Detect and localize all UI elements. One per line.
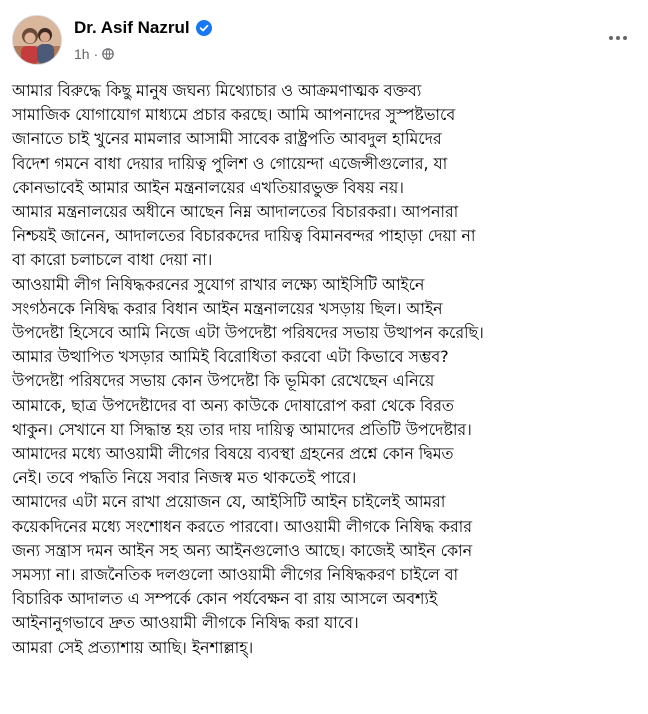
more-options-icon[interactable] (604, 28, 632, 48)
post-text-line: কোনভাবেই আমার আইন মন্ত্রনালয়ের এখতিয়ারভুক্ত বিষয় নয়। (12, 177, 404, 197)
post-text-line: উপদেষ্টা হিসেবে আমি নিজে এটা উপদেষ্টা পরিষদের সভায় উত্থাপন করেছি। (12, 323, 484, 343)
post-header (0, 0, 648, 72)
more-dot (609, 36, 613, 40)
post-text-line: আমাকে, ছাত্র উপদেষ্টাদের বা অন্য কাউকে দোষারোপ করা থেকে বিরত (12, 395, 454, 415)
avatar[interactable] (12, 15, 62, 65)
post-text-line: কয়েকদিনের মধ্যে সংশোধন করতে পারবো। আওয়ামী লীগকে নিষিদ্ধ করার (12, 516, 472, 536)
post-text-line: জানাতে চাই খুনের মামলার আসামী সাবেক রাষ্ট্রপতি আবদুল হামিদের (12, 129, 442, 149)
post-text-line: আইনানুগভাবে দ্রুত আওয়ামী লীগকে নিষিদ্ধ করা যাবে। (12, 613, 359, 633)
post-text-line: নিশ্চয়ই জানেন, আদালতের বিচারকদের দায়িত্ব বিমানবন্দর পাহাড়া দেয়া না (12, 226, 476, 246)
post-text-line: আমার মন্ত্রনালয়ের অধীনে আছেন নিম্ন আদালতের বিচারকরা। আপনারা (12, 202, 459, 222)
more-dot (623, 36, 627, 40)
post-text-line: আমরা সেই প্রত্যাশায় আছি। ইনশাল্লাহ্‌। (12, 637, 254, 657)
post-text-line: নেই। তবে পদ্ধতি নিয়ে সবার নিজস্ব মত থাকতেই পারে। (12, 468, 357, 488)
post-text-line: আওয়ামী লীগ নিষিদ্ধকরনের সুযোগ রাখার লক্ষ্যে আইসিটি আইনে (12, 274, 425, 294)
post-text-line: সংগঠনকে নিষিদ্ধ করার বিধান আইন মন্ত্রনালয়ের খসড়ায় ছিল। আইন (12, 298, 443, 318)
post-text (12, 79, 642, 660)
post-text-line: বিচারিক আদালত এ সম্পর্কে কোন পর্যবেক্ষন বা রায় আসলে অবশ্যই (12, 589, 438, 609)
post-text-line: জন্য সন্ত্রাস দমন আইন সহ অন্য আইনগুলোও আছে। কাজেই আইন কোন (12, 540, 473, 560)
separator-dot: · (93, 46, 99, 62)
author-row (74, 18, 212, 38)
verified-badge-icon (196, 20, 212, 36)
post-text-line: থাকুন। সেখানে যা সিদ্ধান্ত হয় তার দায় দায়িত্ব আমাদের প্রতিটি উপদেষ্টার। (12, 419, 472, 439)
post-text-line: সামাজিক যোগাযোগ মাধ্যমে প্রচার করছে। আমি আপনাদের সুস্পষ্টভাবে (12, 105, 456, 125)
post-text-line: বা কারো চলাচলে বাধা দেয়া না। (12, 250, 213, 270)
post-text-line: বিদেশ গমনে বাধা দেয়ার দায়িত্ব পুলিশ ও গোয়েন্দা এজেন্সীগুলোর, যা (12, 153, 448, 173)
post-text-line: আমার উত্থাপিত খসড়ার আমিই বিরোধিতা করবো এটা কিভাবে সম্ভব? (12, 347, 449, 367)
post-text-line: আমাদের এটা মনে রাখা প্রয়োজন যে, আইসিটি আইন চাইলেই আমরা (12, 492, 446, 512)
author-name[interactable]: Dr. Asif Nazrul (74, 18, 190, 37)
post-text-line: উপদেষ্টা পরিষদের সভায় কোন উপদেষ্টা কি ভূমিকা রেখেছেন এনিয়ে (12, 371, 435, 391)
more-dot (616, 36, 620, 40)
post-meta (74, 46, 114, 62)
post-text-line: সমস্যা না। রাজনৈতিক দলগুলো আওয়ামী লীগের নিষিদ্ধকরণ চাইলে বা (12, 565, 459, 585)
post-timestamp[interactable]: 1h (74, 46, 90, 62)
avatar-photo (13, 16, 61, 64)
post-text-line: আমার বিরুদ্ধে কিছু মানুষ জঘন্য মিথ্যোচার ও আক্রমণাত্মক বক্তব্য (12, 81, 422, 100)
public-globe-icon (102, 48, 114, 60)
post-text-line: আমাদের মধ্যে আওয়ামী লীগের বিষয়ে ব্যবস্থা গ্রহনের প্রশ্নে কোন দ্বিমত (12, 444, 454, 464)
